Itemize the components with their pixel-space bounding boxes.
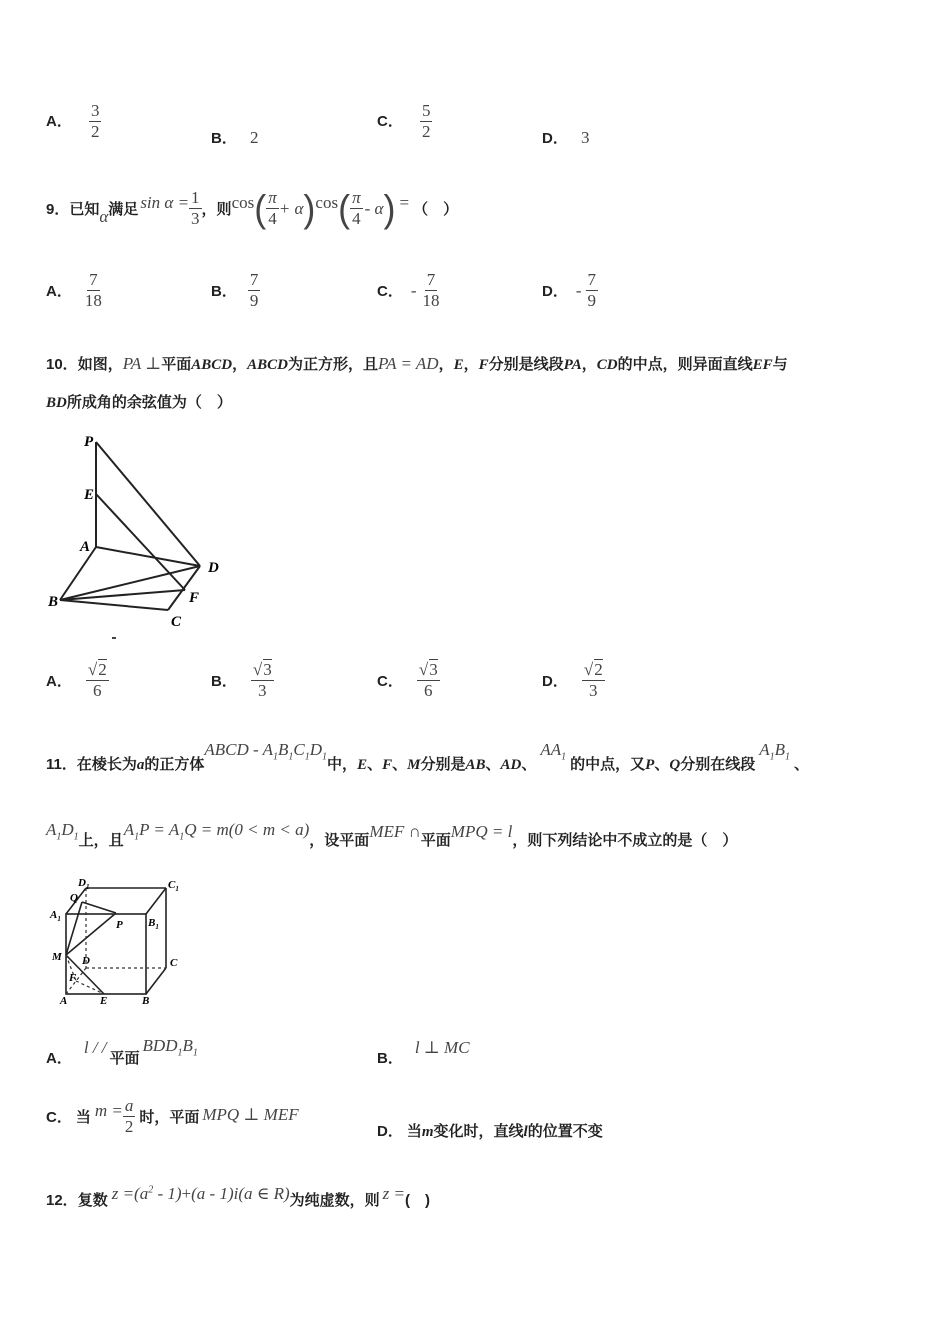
math-pa-perp: PA ⊥: [122, 354, 162, 373]
left-paren: (: [338, 186, 351, 230]
label-a: A: [80, 539, 91, 555]
q8-option-a: [46, 101, 101, 142]
fraction-denominator: 18: [84, 291, 102, 310]
q9-text: 满足: [108, 201, 139, 218]
math-f: F: [382, 757, 393, 773]
label-e: E: [100, 995, 108, 1007]
math-aa1: $AA_1$: [540, 739, 567, 762]
fraction-numerator: 7: [89, 270, 98, 289]
math-cd: CD: [596, 357, 618, 373]
question-number: 10．: [46, 356, 78, 373]
label-e: E: [84, 487, 95, 503]
math-z-eq: z =: [382, 1184, 406, 1203]
math-e: E: [453, 357, 464, 373]
q11-option-a: [46, 1036, 198, 1068]
q10-text: ，: [232, 356, 248, 373]
label-d: D: [208, 560, 219, 576]
cos-function: cos: [231, 192, 255, 212]
label-c: C: [171, 614, 182, 630]
q10-text: 平面: [161, 356, 192, 373]
q8-option-b: [211, 127, 258, 148]
math-pa: PA: [563, 357, 582, 373]
label-f: F: [69, 972, 77, 984]
math-a: a: [136, 757, 145, 773]
option-text: 的位置不变: [527, 1123, 603, 1140]
fraction-denominator: 2: [90, 122, 100, 141]
q12-stem: [46, 1180, 430, 1210]
math-cube-name: ABCD - $A_1B_1C_1D_1$: [204, 739, 328, 762]
answer-parentheses: （ ）: [413, 201, 459, 218]
math-abcd: ABCD: [247, 357, 288, 373]
separator: 、: [367, 756, 383, 773]
q10-stem-line1: [46, 353, 788, 374]
q10-text: 分别是线段: [488, 356, 564, 373]
fraction-numerator: 5: [421, 101, 431, 120]
option-label: C．: [377, 673, 403, 690]
math-a1d1: $A_1D_1$: [46, 819, 79, 842]
option-text: 变化时，直线: [433, 1123, 524, 1140]
fraction-numerator: 7: [249, 270, 259, 289]
math-aa1-text: AA: [540, 739, 562, 759]
math-ab: AB: [465, 757, 486, 773]
fraction-numerator: 7: [587, 270, 597, 289]
math-bd: BD: [46, 395, 67, 411]
q9-option-b: [211, 270, 260, 311]
label-d: D: [82, 955, 90, 967]
option-sign: -: [410, 280, 417, 300]
pi-symbol: π: [268, 188, 277, 207]
q8-option-d: [542, 127, 589, 148]
label-b: B: [142, 995, 150, 1007]
label-d1: $D_1$: [78, 877, 90, 891]
radicand: 2: [98, 660, 107, 679]
option-label: A．: [46, 1050, 72, 1067]
minus-alpha: - α: [364, 198, 384, 218]
fraction-denominator: 2: [421, 122, 431, 141]
q11-text: 在棱长为: [76, 756, 137, 773]
fraction-denominator: 6: [424, 681, 433, 700]
fraction-numerator: 1: [191, 188, 200, 207]
math-a1b1: $A_1B_1$: [759, 739, 790, 762]
math-a1d1-text: A: [46, 819, 57, 839]
q11-text: 分别是: [420, 756, 466, 773]
label-b: B: [48, 594, 59, 610]
option-text: 平面: [109, 1050, 140, 1067]
math-condition-text: A: [123, 819, 135, 839]
q11-stem-line2: [46, 818, 737, 850]
q11-option-c: [46, 1096, 299, 1137]
label-p: P: [84, 434, 94, 450]
q9-option-a: [46, 270, 104, 311]
math-f: F: [478, 357, 489, 373]
q9-text: 已知: [69, 201, 100, 218]
equals-sign: =: [399, 192, 410, 212]
fraction-denominator: 4: [268, 209, 277, 228]
q10-text: 与: [772, 356, 788, 373]
option-label: D．: [377, 1123, 403, 1140]
question-number: 9．: [46, 201, 70, 218]
option-sign: -: [575, 280, 582, 300]
label-c1: $C_1$: [168, 879, 179, 893]
math-m: M: [407, 757, 421, 773]
q11-text: 上，且: [78, 832, 124, 849]
fraction-denominator: 2: [124, 1117, 134, 1136]
option-label: B．: [377, 1050, 403, 1067]
math-expr: (a: [134, 1184, 149, 1203]
option-label: B．: [211, 673, 237, 690]
math-mpq: MPQ = l: [450, 822, 513, 841]
math-ef: EF: [752, 357, 773, 373]
option-label: C．: [377, 113, 403, 130]
label-a: A: [60, 995, 68, 1007]
option-label: A．: [46, 673, 72, 690]
fraction-denominator: 4: [352, 209, 361, 228]
option-text: 当: [75, 1109, 91, 1126]
separator: 、: [521, 756, 537, 773]
q10-text: 如图，: [77, 356, 123, 373]
fraction-denominator: 3: [191, 209, 200, 228]
q10-option-b: B． $\frac{√3}{3}$: [211, 660, 272, 700]
right-paren: ): [303, 186, 316, 230]
cos-function: cos: [315, 192, 339, 212]
math-l: l: [523, 1124, 528, 1140]
label-b1: $B_1$: [148, 917, 159, 931]
math-e: E: [357, 757, 368, 773]
q11-text: 的正方体: [144, 756, 205, 773]
fraction-denominator: 9: [249, 291, 259, 310]
q10-option-a: A． $\frac{√2}{6}$: [46, 660, 107, 700]
math-l-perp-mc: l ⊥ MC: [414, 1038, 470, 1057]
q10-text: ，: [463, 356, 479, 373]
option-label: D．: [542, 673, 568, 690]
q11-text: 的中点，又: [570, 756, 646, 773]
pyramid-figure: [40, 430, 240, 642]
q10-text: ，: [438, 356, 454, 373]
option-label: A．: [46, 113, 72, 130]
q11-text: 分别在线段: [680, 756, 756, 773]
option-label: C．: [377, 283, 403, 300]
plus-alpha: + α: [278, 198, 304, 218]
q11-option-b: [377, 1036, 470, 1068]
pi-symbol: π: [352, 188, 361, 207]
math-expr: (a ∈ R): [238, 1184, 290, 1203]
math-abcd: ABCD: [191, 357, 233, 373]
option-label: D．: [542, 130, 568, 147]
math-pa-eq-ad: PA = AD: [377, 354, 439, 373]
math-m-eq: m =: [94, 1100, 123, 1120]
math-a1b1c1d1: A: [262, 739, 274, 759]
alpha-symbol: α: [99, 206, 109, 226]
label-f: F: [189, 590, 200, 606]
fraction-numerator: 3: [90, 101, 100, 120]
answer-parentheses: ( ): [405, 1192, 431, 1209]
math-expr: (a - 1)i: [191, 1184, 239, 1203]
fraction-denominator: 6: [93, 681, 102, 700]
math-complex-expr: $z =(a^2 - 1)+(a - 1)i(a$ ∈ R): [111, 1184, 290, 1203]
sin-alpha: sin α =: [140, 192, 190, 212]
left-paren: (: [254, 186, 267, 230]
option-label: D．: [542, 283, 568, 300]
fraction-numerator: 7: [426, 270, 436, 289]
math-bdd1b1: $BDD_1B_1$: [142, 1035, 198, 1058]
label-a1: $A_1$: [50, 909, 61, 923]
fraction-denominator: 18: [422, 291, 440, 310]
option-value: 2: [249, 128, 259, 147]
fraction-denominator: 3: [258, 681, 267, 700]
q10-option-d: D． $\frac{√2}{3}$: [542, 660, 603, 700]
option-value: 3: [580, 128, 590, 147]
q10-text: 的中点，则异面直线: [617, 356, 753, 373]
fraction-denominator: 3: [589, 681, 598, 700]
q11-text: 平面: [420, 832, 451, 849]
math-l-parallel: l / /: [83, 1038, 107, 1057]
cube-figure: [44, 870, 194, 1010]
right-paren: ): [383, 186, 396, 230]
q10-text: 所成角的余弦值为（ ）: [66, 394, 232, 411]
q9-stem: [46, 188, 458, 229]
q10-option-c: C． $\frac{√3}{6}$: [377, 660, 438, 700]
option-text: 时，平面: [139, 1109, 200, 1126]
separator: 、: [392, 756, 408, 773]
fraction-numerator: a: [124, 1096, 134, 1115]
radicand: 3: [263, 660, 272, 679]
separator: 、: [794, 756, 810, 773]
plus-sign: +: [181, 1184, 192, 1203]
math-mpq-perp-mef: MPQ ⊥ MEF: [202, 1104, 299, 1124]
q8-option-c: [377, 101, 432, 142]
question-number: 11．: [46, 756, 77, 773]
math-z-eq: z =: [111, 1184, 135, 1203]
option-label: B．: [211, 130, 237, 147]
label-p: P: [116, 919, 123, 931]
math-a1b1-text: A: [759, 739, 770, 759]
question-number: 12．: [46, 1192, 78, 1209]
q9-text: ，则: [201, 201, 232, 218]
math-abcd: ABCD -: [204, 739, 259, 759]
q10-stem-line2: [46, 391, 232, 412]
q11-option-d: [377, 1120, 603, 1141]
option-text: 当: [406, 1123, 422, 1140]
math-p: P: [645, 757, 655, 773]
separator: 、: [485, 756, 501, 773]
q10-text: ，: [581, 356, 597, 373]
option-label: C．: [46, 1109, 72, 1126]
math-plane-text: BDD: [142, 1035, 178, 1055]
q10-text: 为正方形，且: [287, 356, 378, 373]
q11-stem-line1: [46, 739, 810, 774]
q9-option-c: [377, 270, 442, 311]
math-mef: MEF ∩: [369, 822, 421, 841]
math-condition: $A_1P = A_1Q = m(0 < m < a)$: [123, 819, 310, 842]
label-q: Q: [70, 892, 78, 904]
math-expr: - 1): [157, 1184, 182, 1203]
option-label: A．: [46, 283, 72, 300]
q11-text: 中，: [327, 756, 358, 773]
math-m: m: [421, 1124, 434, 1140]
radicand: 2: [594, 660, 603, 679]
q11-text: ，则下列结论中不成立的是（ ）: [512, 832, 738, 849]
radicand: 3: [429, 660, 438, 679]
label-c: C: [170, 957, 178, 969]
q9-option-d: [542, 270, 598, 311]
q12-text: 复数: [77, 1192, 108, 1209]
q12-text: 为纯虚数，则: [289, 1192, 380, 1209]
label-m: M: [52, 951, 62, 963]
math-q: Q: [669, 757, 681, 773]
math-ad: AD: [500, 757, 522, 773]
option-label: B．: [211, 283, 237, 300]
fraction-denominator: 9: [587, 291, 597, 310]
q11-text: ，设平面: [309, 832, 370, 849]
separator: 、: [654, 756, 670, 773]
